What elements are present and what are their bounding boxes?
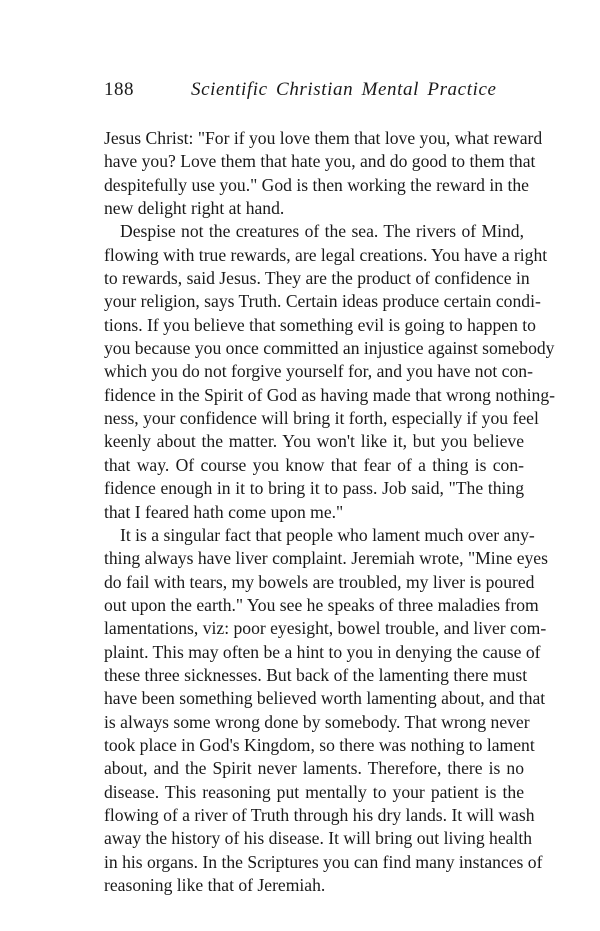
text-line: have you? Love them that hate you, and do good to them that <box>104 151 536 172</box>
text-line: about, and the Spirit never laments. Therefore, there is no <box>104 758 524 779</box>
text-line: lamentations, viz: poor eyesight, bowel trouble, and liver com- <box>104 618 547 639</box>
text-line: out upon the earth." You see he speaks of three maladies from <box>104 594 539 615</box>
text-line: flowing with true rewards, are legal creations. You have a right <box>104 244 548 265</box>
body-text <box>104 127 555 897</box>
text-line: flowing of a river of Truth through his dry lands. It will wash <box>104 804 535 825</box>
text-line: keenly about the matter. You won't like it, but you believe <box>104 431 524 452</box>
page-number: 188 <box>104 79 134 100</box>
text-line: disease. This reasoning put mentally to your patient is the <box>104 781 524 802</box>
text-line: reasoning like that of Jeremiah. <box>104 875 326 895</box>
text-line: is always some wrong done by somebody. That wrong never <box>104 711 530 732</box>
text-line: ness, your confidence will bring it forth, especially if you feel <box>104 408 539 429</box>
text-line: these three sicknesses. But back of the lamenting there must <box>104 664 528 685</box>
running-head <box>104 79 524 103</box>
text-line: fidence in the Spirit of God as having made that wrong nothing- <box>104 384 555 405</box>
text-line: tions. If you believe that something evil is going to happen to <box>104 314 536 335</box>
text-line: new delight right at hand. <box>104 198 285 219</box>
text-line: do fail with tears, my bowels are troubled, my liver is poured <box>104 571 535 592</box>
text-line: which you do not forgive yourself for, and you have not con- <box>104 361 533 382</box>
text-line: despitefully use you." God is then working the reward in the <box>104 174 529 195</box>
text-line: fidence enough in it to bring it to pass. Job said, "The thing <box>104 478 524 499</box>
text-line: Despise not the creatures of the sea. The rivers of Mind, <box>120 221 524 242</box>
text-line: your religion, says Truth. Certain ideas produce certain condi- <box>104 291 541 312</box>
running-title: Scientific Christian Mental Practice <box>191 79 497 100</box>
text-line: took place in God's Kingdom, so there was nothing to lament <box>104 734 535 755</box>
text-line: away the history of his disease. It will bring out living health <box>104 828 533 849</box>
text-line: plaint. This may often be a hint to you in denying the cause of <box>104 641 541 662</box>
text-line: Jesus Christ: "For if you love them that love you, what reward <box>104 128 543 148</box>
text-line: have been something believed worth lamenting about, and that <box>104 688 546 709</box>
text-line: that way. Of course you know that fear of a thing is con- <box>104 454 524 475</box>
text-line: you because you once committed an injustice against somebody <box>104 338 555 359</box>
text-line: It is a singular fact that people who lament much over any- <box>120 524 535 545</box>
text-line: that I feared hath come upon me." <box>104 501 344 522</box>
text-line: thing always have liver complaint. Jeremiah wrote, "Mine eyes <box>104 548 548 569</box>
text-line: in his organs. In the Scriptures you can find many instances of <box>104 851 543 872</box>
text-line: to rewards, said Jesus. They are the product of confidence in <box>104 268 530 289</box>
